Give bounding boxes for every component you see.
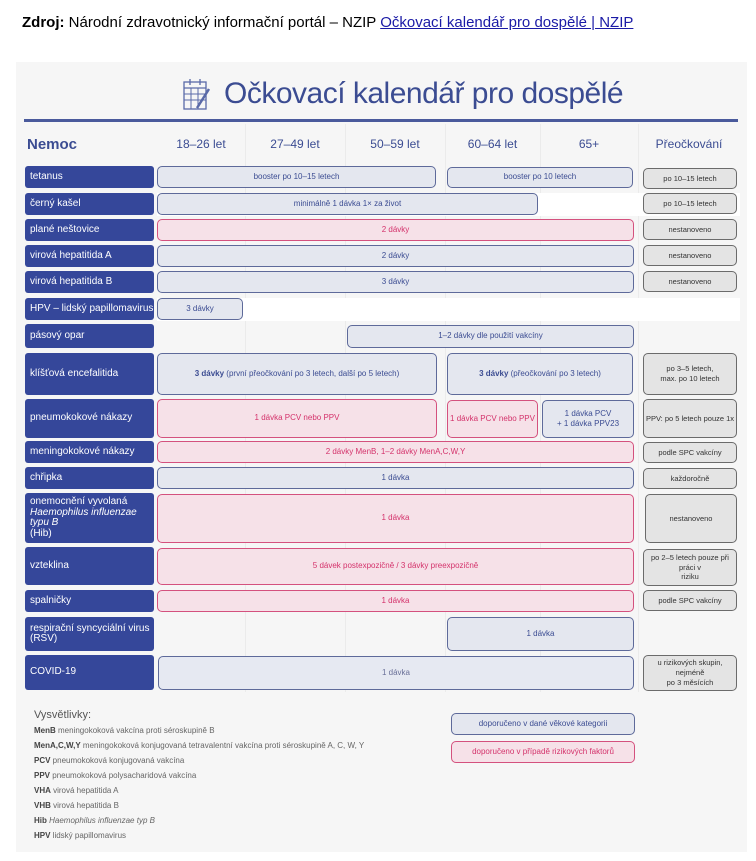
schedule-bar: 3 dávky <box>157 298 243 320</box>
revaccination-cell <box>643 353 737 395</box>
revaccination-cell: nestanoveno <box>643 219 737 240</box>
legend-abbr: MenB <box>34 726 56 735</box>
schedule-bar <box>447 353 633 395</box>
source-label: Zdroj: <box>22 14 65 31</box>
disease-label-hepatitis-b: virová hepatitida B <box>25 271 154 293</box>
legend-item <box>34 726 215 735</box>
title-divider <box>24 119 738 122</box>
column-header-disease: Nemoc <box>27 135 78 153</box>
schedule-bar: 5 dávek postexpozičně / 3 dávky preexpozičně <box>157 548 634 585</box>
revaccination-line: riziku <box>681 572 699 582</box>
legend-text: lidský papillomavirus <box>50 831 127 840</box>
revaccination-cell: po 10–15 letech <box>643 168 737 189</box>
revaccination-line: po 3–5 letech, <box>666 364 714 374</box>
label-line: respirační syncyciální virus <box>30 622 150 634</box>
legend-text: virová hepatitida A <box>50 786 119 795</box>
legend-item <box>34 756 184 765</box>
bar-bold-text: 3 dávky <box>194 368 225 378</box>
legend-item <box>34 771 196 780</box>
legend-item <box>34 786 119 795</box>
legend-abbr: VHB <box>34 801 51 810</box>
legend-abbr: HPV <box>34 831 51 840</box>
legend-item <box>34 831 126 840</box>
legend-title: Vysvětlivky: <box>34 709 92 721</box>
legend-abbr: VHA <box>34 786 51 795</box>
revaccination-line: po 3 měsících <box>666 677 714 687</box>
source-line <box>22 14 633 31</box>
legend-text: meningokoková vakcína proti séroskupině B <box>55 726 215 735</box>
disease-label-herpes-zoster: pásový opar <box>25 324 154 348</box>
source-text: Národní zdravotnický informační portál – NZIP <box>68 14 377 31</box>
bar-text: (první přeočkování po 3 letech, další po 5 letech) <box>224 368 400 378</box>
schedule-bar: 2 dávky <box>157 219 634 241</box>
revaccination-cell: každoročně <box>643 468 737 489</box>
revaccination-line: max. po 10 letech <box>660 374 720 383</box>
disease-label-pertussis: černý kašel <box>25 193 154 215</box>
schedule-bar: 1 dávka <box>157 590 634 612</box>
column-header-revaccination: Přeočkování <box>655 137 723 151</box>
schedule-bar <box>542 400 634 438</box>
revaccination-line: u rizikových skupin, nejméně <box>657 658 723 678</box>
revaccination-line: po 2–5 letech pouze při práci v <box>651 552 729 572</box>
schedule-bar: 1 dávka <box>157 467 634 489</box>
title-text: Očkovací kalendář pro dospělé <box>224 77 624 110</box>
legend-text: pneumokoková konjugovaná vakcína <box>50 756 185 765</box>
disease-label-hib <box>25 493 154 543</box>
schedule-bar: 1–2 dávky dle použití vakcíny <box>347 325 634 348</box>
schedule-bar: 1 dávka PCV nebo PPV <box>157 399 437 438</box>
disease-label-pneumococcal: pneumokokové nákazy <box>25 399 154 438</box>
revaccination-cell <box>643 549 737 586</box>
legend-recommended-box: doporučeno v dané věkové kategorii <box>451 713 635 735</box>
legend-abbr: MenA,C,W,Y <box>34 741 81 750</box>
legend-abbr: Hib <box>34 816 47 825</box>
disease-label-rsv <box>25 617 154 651</box>
label-line: (RSV) <box>30 633 58 644</box>
revaccination-cell: PPV: po 5 letech pouze 1x <box>643 399 737 438</box>
schedule-bar <box>157 353 437 395</box>
revaccination-cell: podle SPC vakcíny <box>643 442 737 463</box>
disease-label-measles: spalničky <box>25 590 154 612</box>
disease-label-hpv: HPV – lidský papillomavirus <box>25 298 154 320</box>
legend-text: pneumokoková polysacharidová vakcína <box>50 771 197 780</box>
label-line: onemocnění vyvolaná <box>30 496 128 507</box>
schedule-bar: 1 dávka <box>158 656 634 690</box>
column-header-65plus: 65+ <box>578 137 600 151</box>
schedule-bar: 2 dávky MenB, 1–2 dávky MenA,C,W,Y <box>157 441 634 463</box>
schedule-bar: 1 dávka <box>447 617 634 651</box>
label-line-italic: Haemophilus influenzae typu B <box>30 506 137 528</box>
bar-line: + 1 dávka PPV23 <box>556 419 620 428</box>
legend-abbr: PCV <box>34 756 51 765</box>
disease-label-rabies: vzteklina <box>25 547 154 585</box>
legend-text: meningokoková konjugovaná tetravalentní vakcína proti séroskupině A, C, W, Y <box>80 741 365 750</box>
schedule-bar: booster po 10 letech <box>447 167 633 188</box>
disease-label-influenza: chřipka <box>25 467 154 489</box>
page-title <box>182 72 623 116</box>
schedule-bar: booster po 10–15 letech <box>157 166 436 188</box>
legend-text: Haemophilus influenzae typ B <box>46 816 155 825</box>
column-header-18-26: 18–26 let <box>176 137 226 151</box>
revaccination-cell: nestanoveno <box>645 494 737 543</box>
legend-item <box>34 801 119 810</box>
legend-item <box>34 816 155 825</box>
calendar-pencil-icon <box>182 77 212 111</box>
disease-label-varicella: plané neštovice <box>25 219 154 241</box>
schedule-bar: 3 dávky <box>157 271 634 293</box>
column-header-50-59: 50–59 let <box>370 137 420 151</box>
disease-label-hepatitis-a: virová hepatitida A <box>25 245 154 267</box>
legend-abbr: PPV <box>34 771 51 780</box>
source-link[interactable]: Očkovací kalendář pro dospělé | NZIP <box>380 14 634 31</box>
revaccination-cell: nestanoveno <box>643 245 737 266</box>
legend-risk-box: doporučeno v případě rizikových faktorů <box>451 741 635 763</box>
schedule-bar: 2 dávky <box>157 245 634 267</box>
disease-label-tick-borne-encephalitis: klíšťová encefalitida <box>25 353 154 395</box>
legend-item <box>34 741 364 750</box>
revaccination-cell: podle SPC vakcíny <box>643 590 737 611</box>
schedule-bar: 1 dávka <box>157 494 634 543</box>
disease-label-meningococcal: meningokokové nákazy <box>25 441 154 463</box>
bar-bold-text: 3 dávky <box>479 368 509 378</box>
label-line: (Hib) <box>30 527 52 539</box>
disease-label-tetanus: tetanus <box>25 166 154 188</box>
legend-text: virová hepatitida B <box>50 801 119 810</box>
revaccination-cell: po 10–15 letech <box>643 193 737 214</box>
revaccination-cell: nestanoveno <box>643 271 737 292</box>
bar-line: 1 dávka PCV <box>564 408 612 418</box>
schedule-bar: 1 dávka PCV nebo PPV <box>447 400 538 438</box>
schedule-bar: minimálně 1 dávka 1× za život <box>157 193 538 215</box>
revaccination-cell <box>643 655 737 691</box>
bar-text: (přeočkování po 3 letech) <box>508 368 601 378</box>
disease-label-covid19: COVID-19 <box>25 655 154 690</box>
row-background <box>157 298 740 321</box>
column-header-27-49: 27–49 let <box>270 137 320 151</box>
column-header-60-64: 60–64 let <box>467 137 518 151</box>
